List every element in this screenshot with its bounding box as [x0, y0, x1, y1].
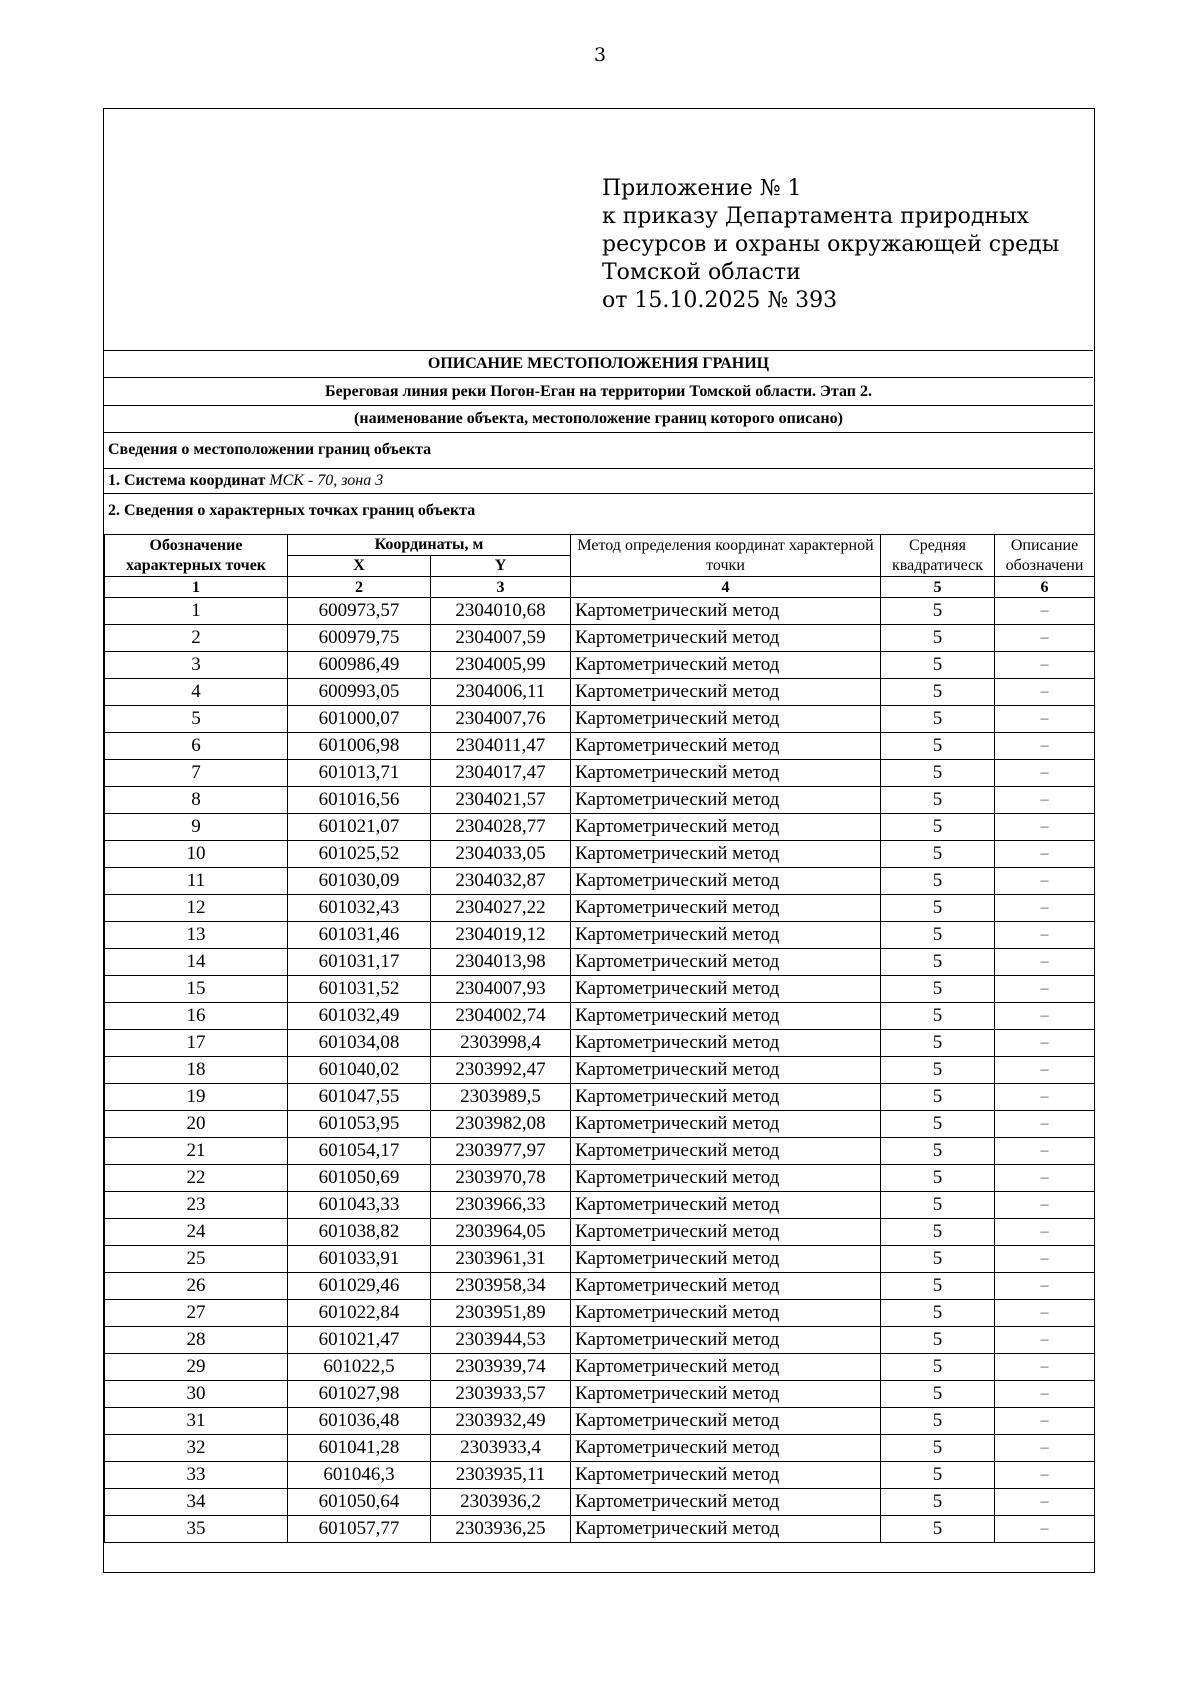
- table-row: [105, 706, 1095, 733]
- coordinate-y-cell: 2303977,97: [431, 1138, 571, 1165]
- table-row: [105, 733, 1095, 760]
- table-row: [105, 1516, 1095, 1543]
- coordinate-x-cell: 601043,33: [288, 1192, 431, 1219]
- accuracy-cell: 5: [881, 1489, 995, 1516]
- method-cell: Картометрический метод: [571, 1516, 881, 1543]
- method-cell: Картометрический метод: [571, 1192, 881, 1219]
- accuracy-cell: 5: [881, 1057, 995, 1084]
- method-cell: Картометрический метод: [571, 1246, 881, 1273]
- method-cell: Картометрический метод: [571, 949, 881, 976]
- method-cell: Картометрический метод: [571, 1327, 881, 1354]
- accuracy-cell: 5: [881, 1354, 995, 1381]
- column-number: 1: [105, 577, 288, 598]
- accuracy-cell: 5: [881, 1084, 995, 1111]
- header-accuracy: Средняя квадратическ: [881, 535, 995, 577]
- coordinates-table-body: [105, 598, 1095, 1543]
- point-number-cell: 35: [105, 1516, 288, 1543]
- description-cell: –: [995, 598, 1095, 625]
- coordinate-x-cell: 601006,98: [288, 733, 431, 760]
- method-cell: Картометрический метод: [571, 922, 881, 949]
- coordinate-x-cell: 601031,17: [288, 949, 431, 976]
- coordinate-y-cell: 2303944,53: [431, 1327, 571, 1354]
- object-name: Береговая линия реки Погон-Еган на территории Томской области. Этап 2.: [104, 377, 1093, 405]
- method-cell: Картометрический метод: [571, 895, 881, 922]
- header-coordinates: Координаты, м: [288, 535, 571, 556]
- description-cell: –: [995, 1057, 1095, 1084]
- coordinate-x-cell: 601031,52: [288, 976, 431, 1003]
- coordinate-y-cell: 2304013,98: [431, 949, 571, 976]
- coordinate-system-row: [104, 468, 1093, 493]
- description-cell: –: [995, 652, 1095, 679]
- point-number-cell: 3: [105, 652, 288, 679]
- point-number-cell: 2: [105, 625, 288, 652]
- table-row: [105, 1462, 1095, 1489]
- table-row: [105, 949, 1095, 976]
- accuracy-cell: 5: [881, 760, 995, 787]
- accuracy-cell: 5: [881, 841, 995, 868]
- document-title: ОПИСАНИЕ МЕСТОПОЛОЖЕНИЯ ГРАНИЦ: [104, 350, 1093, 377]
- table-row: [105, 1354, 1095, 1381]
- table-row: [105, 1489, 1095, 1516]
- description-cell: –: [995, 706, 1095, 733]
- coordinate-x-cell: 601025,52: [288, 841, 431, 868]
- description-cell: –: [995, 1030, 1095, 1057]
- column-number: 5: [881, 577, 995, 598]
- coordinate-x-cell: 601033,91: [288, 1246, 431, 1273]
- description-cell: –: [995, 922, 1095, 949]
- coordinate-y-cell: 2303936,2: [431, 1489, 571, 1516]
- point-number-cell: 5: [105, 706, 288, 733]
- method-cell: Картометрический метод: [571, 1165, 881, 1192]
- table-row: [105, 895, 1095, 922]
- point-number-cell: 26: [105, 1273, 288, 1300]
- table-row: [105, 1273, 1095, 1300]
- coordinate-y-cell: 2304006,11: [431, 679, 571, 706]
- accuracy-cell: 5: [881, 1003, 995, 1030]
- accuracy-cell: 5: [881, 1327, 995, 1354]
- column-number: 4: [571, 577, 881, 598]
- point-number-cell: 30: [105, 1381, 288, 1408]
- point-number-cell: 21: [105, 1138, 288, 1165]
- header-y: Y: [431, 556, 571, 577]
- coordinate-y-cell: 2303932,49: [431, 1408, 571, 1435]
- point-number-cell: 17: [105, 1030, 288, 1057]
- coordinate-y-cell: 2303935,11: [431, 1462, 571, 1489]
- coordinate-y-cell: 2304017,47: [431, 760, 571, 787]
- table-row: [105, 1435, 1095, 1462]
- coordinate-x-cell: 601050,64: [288, 1489, 431, 1516]
- method-cell: Картометрический метод: [571, 1381, 881, 1408]
- table-row: [105, 841, 1095, 868]
- accuracy-cell: 5: [881, 1516, 995, 1543]
- point-number-cell: 15: [105, 976, 288, 1003]
- appendix-line: от 15.10.2025 № 393: [602, 288, 838, 313]
- column-number: 3: [431, 577, 571, 598]
- point-number-cell: 14: [105, 949, 288, 976]
- header-x: X: [288, 556, 431, 577]
- description-cell: –: [995, 1084, 1095, 1111]
- table-row: [105, 1381, 1095, 1408]
- description-cell: –: [995, 841, 1095, 868]
- method-cell: Картометрический метод: [571, 1435, 881, 1462]
- point-number-cell: 23: [105, 1192, 288, 1219]
- coordinate-x-cell: 600986,49: [288, 652, 431, 679]
- accuracy-cell: 5: [881, 598, 995, 625]
- coordinate-y-cell: 2303961,31: [431, 1246, 571, 1273]
- table-row: [105, 922, 1095, 949]
- coordinate-y-cell: 2304005,99: [431, 652, 571, 679]
- method-cell: Картометрический метод: [571, 760, 881, 787]
- coordinate-y-cell: 2303933,4: [431, 1435, 571, 1462]
- coordinate-x-cell: 601022,84: [288, 1300, 431, 1327]
- method-cell: Картометрический метод: [571, 1138, 881, 1165]
- description-cell: –: [995, 1462, 1095, 1489]
- method-cell: Картометрический метод: [571, 679, 881, 706]
- accuracy-cell: 5: [881, 1165, 995, 1192]
- table-row: [105, 760, 1095, 787]
- method-cell: Картометрический метод: [571, 841, 881, 868]
- page-number: 3: [593, 44, 607, 66]
- coordinate-y-cell: 2304028,77: [431, 814, 571, 841]
- method-cell: Картометрический метод: [571, 1462, 881, 1489]
- table-row: [105, 1030, 1095, 1057]
- accuracy-cell: 5: [881, 1111, 995, 1138]
- coordinate-y-cell: 2303970,78: [431, 1165, 571, 1192]
- accuracy-cell: 5: [881, 679, 995, 706]
- column-number: 2: [288, 577, 431, 598]
- coordinate-x-cell: 600993,05: [288, 679, 431, 706]
- section-title: Сведения о местоположении границ объекта: [104, 432, 1093, 468]
- table-row: [105, 1219, 1095, 1246]
- description-cell: –: [995, 760, 1095, 787]
- description-cell: –: [995, 1111, 1095, 1138]
- coordinate-y-cell: 2304007,59: [431, 625, 571, 652]
- point-number-cell: 16: [105, 1003, 288, 1030]
- header-description: Описание обозначени: [995, 535, 1095, 577]
- description-cell: –: [995, 1435, 1095, 1462]
- method-cell: Картометрический метод: [571, 1111, 881, 1138]
- table-row: [105, 1003, 1095, 1030]
- coordinate-x-cell: 601029,46: [288, 1273, 431, 1300]
- point-number-cell: 28: [105, 1327, 288, 1354]
- method-cell: Картометрический метод: [571, 1489, 881, 1516]
- coordinate-x-cell: 601054,17: [288, 1138, 431, 1165]
- method-cell: Картометрический метод: [571, 787, 881, 814]
- point-number-cell: 22: [105, 1165, 288, 1192]
- method-cell: Картометрический метод: [571, 868, 881, 895]
- description-cell: –: [995, 1489, 1095, 1516]
- description-cell: –: [995, 787, 1095, 814]
- table-row: [105, 1084, 1095, 1111]
- coordinate-x-cell: 601050,69: [288, 1165, 431, 1192]
- accuracy-cell: 5: [881, 1138, 995, 1165]
- coordinate-x-cell: 601027,98: [288, 1381, 431, 1408]
- point-number-cell: 6: [105, 733, 288, 760]
- description-cell: –: [995, 868, 1095, 895]
- description-cell: –: [995, 1408, 1095, 1435]
- coordinate-x-cell: 601034,08: [288, 1030, 431, 1057]
- description-cell: –: [995, 1381, 1095, 1408]
- method-cell: Картометрический метод: [571, 814, 881, 841]
- coordinate-y-cell: 2303966,33: [431, 1192, 571, 1219]
- coordinate-x-cell: 601036,48: [288, 1408, 431, 1435]
- accuracy-cell: 5: [881, 868, 995, 895]
- table-row: [105, 1111, 1095, 1138]
- coordinate-x-cell: 601021,07: [288, 814, 431, 841]
- accuracy-cell: 5: [881, 1381, 995, 1408]
- description-cell: –: [995, 1354, 1095, 1381]
- appendix-line: к приказу Департамента природных: [602, 204, 1029, 229]
- point-number-cell: 29: [105, 1354, 288, 1381]
- description-cell: –: [995, 733, 1095, 760]
- point-number-cell: 1: [105, 598, 288, 625]
- coordinate-y-cell: 2304011,47: [431, 733, 571, 760]
- table-row: [105, 1192, 1095, 1219]
- method-cell: Картометрический метод: [571, 1300, 881, 1327]
- description-cell: –: [995, 1246, 1095, 1273]
- table-row: [105, 1246, 1095, 1273]
- coordinate-x-cell: 601057,77: [288, 1516, 431, 1543]
- column-numbers-row: [105, 577, 1095, 598]
- coordinate-x-cell: 601032,49: [288, 1003, 431, 1030]
- coordinate-y-cell: 2303982,08: [431, 1111, 571, 1138]
- method-cell: Картометрический метод: [571, 976, 881, 1003]
- appendix-line: Приложение № 1: [602, 176, 802, 201]
- method-cell: Картометрический метод: [571, 625, 881, 652]
- accuracy-cell: 5: [881, 1192, 995, 1219]
- point-number-cell: 24: [105, 1219, 288, 1246]
- accuracy-cell: 5: [881, 706, 995, 733]
- method-cell: Картометрический метод: [571, 1003, 881, 1030]
- description-cell: –: [995, 1219, 1095, 1246]
- description-cell: –: [995, 1138, 1095, 1165]
- coordinate-y-cell: 2304032,87: [431, 868, 571, 895]
- coordinate-x-cell: 601016,56: [288, 787, 431, 814]
- coordinate-y-cell: 2304007,93: [431, 976, 571, 1003]
- method-cell: Картометрический метод: [571, 1057, 881, 1084]
- method-cell: Картометрический метод: [571, 598, 881, 625]
- accuracy-cell: 5: [881, 895, 995, 922]
- point-number-cell: 12: [105, 895, 288, 922]
- coordinate-x-cell: 601041,28: [288, 1435, 431, 1462]
- description-cell: –: [995, 1300, 1095, 1327]
- coordinate-x-cell: 601040,02: [288, 1057, 431, 1084]
- table-row: [105, 814, 1095, 841]
- coordinate-x-cell: 601013,71: [288, 760, 431, 787]
- description-cell: –: [995, 679, 1095, 706]
- point-number-cell: 31: [105, 1408, 288, 1435]
- header-method: Метод определения координат характерной точки: [571, 535, 881, 577]
- table-row: [105, 868, 1095, 895]
- method-cell: Картометрический метод: [571, 1408, 881, 1435]
- table-row: [105, 625, 1095, 652]
- point-number-cell: 19: [105, 1084, 288, 1111]
- coordinate-y-cell: 2303964,05: [431, 1219, 571, 1246]
- points-title: 2. Сведения о характерных точках границ объекта: [104, 493, 1093, 529]
- point-number-cell: 20: [105, 1111, 288, 1138]
- description-header: [104, 350, 1093, 529]
- coordinate-x-cell: 601053,95: [288, 1111, 431, 1138]
- table-row: [105, 598, 1095, 625]
- accuracy-cell: 5: [881, 1300, 995, 1327]
- accuracy-cell: 5: [881, 1273, 995, 1300]
- coordinate-y-cell: 2304002,74: [431, 1003, 571, 1030]
- point-number-cell: 18: [105, 1057, 288, 1084]
- appendix-line: Томской области: [602, 260, 801, 285]
- coordinate-x-cell: 601038,82: [288, 1219, 431, 1246]
- table-row: [105, 787, 1095, 814]
- object-caption: (наименование объекта, местоположение границ которого описано): [104, 405, 1093, 432]
- coordinate-x-cell: 601046,3: [288, 1462, 431, 1489]
- coordinate-x-cell: 601031,46: [288, 922, 431, 949]
- accuracy-cell: 5: [881, 1435, 995, 1462]
- coordinates-table: [104, 534, 1095, 1543]
- coordinate-x-cell: 601021,47: [288, 1327, 431, 1354]
- description-cell: –: [995, 1327, 1095, 1354]
- header-point: Обозначение характерных точек: [105, 535, 288, 577]
- description-cell: –: [995, 976, 1095, 1003]
- coordinate-x-cell: 601030,09: [288, 868, 431, 895]
- point-number-cell: 13: [105, 922, 288, 949]
- description-cell: –: [995, 949, 1095, 976]
- coordinate-y-cell: 2303933,57: [431, 1381, 571, 1408]
- description-cell: –: [995, 625, 1095, 652]
- method-cell: Картометрический метод: [571, 1219, 881, 1246]
- accuracy-cell: 5: [881, 1030, 995, 1057]
- coordinate-y-cell: 2303936,25: [431, 1516, 571, 1543]
- coordinate-y-cell: 2304019,12: [431, 922, 571, 949]
- coordinate-y-cell: 2304010,68: [431, 598, 571, 625]
- coordinate-x-cell: 601022,5: [288, 1354, 431, 1381]
- coordinate-system-label: 1. Система координат: [108, 472, 266, 489]
- coordinate-x-cell: 600973,57: [288, 598, 431, 625]
- table-header-row: [105, 535, 1095, 556]
- table-row: [105, 1057, 1095, 1084]
- accuracy-cell: 5: [881, 733, 995, 760]
- column-number: 6: [995, 577, 1095, 598]
- accuracy-cell: 5: [881, 625, 995, 652]
- accuracy-cell: 5: [881, 976, 995, 1003]
- method-cell: Картометрический метод: [571, 1084, 881, 1111]
- description-cell: –: [995, 895, 1095, 922]
- coordinate-y-cell: 2304007,76: [431, 706, 571, 733]
- method-cell: Картометрический метод: [571, 1030, 881, 1057]
- accuracy-cell: 5: [881, 814, 995, 841]
- accuracy-cell: 5: [881, 652, 995, 679]
- point-number-cell: 8: [105, 787, 288, 814]
- table-row: [105, 1138, 1095, 1165]
- coordinate-y-cell: 2303998,4: [431, 1030, 571, 1057]
- coordinate-y-cell: 2304021,57: [431, 787, 571, 814]
- coordinate-x-cell: 600979,75: [288, 625, 431, 652]
- accuracy-cell: 5: [881, 1408, 995, 1435]
- table-row: [105, 976, 1095, 1003]
- method-cell: Картометрический метод: [571, 733, 881, 760]
- point-number-cell: 7: [105, 760, 288, 787]
- coordinate-y-cell: 2304027,22: [431, 895, 571, 922]
- coordinate-x-cell: 601000,07: [288, 706, 431, 733]
- point-number-cell: 10: [105, 841, 288, 868]
- coordinate-y-cell: 2303958,34: [431, 1273, 571, 1300]
- accuracy-cell: 5: [881, 1462, 995, 1489]
- coordinate-y-cell: 2303989,5: [431, 1084, 571, 1111]
- accuracy-cell: 5: [881, 1219, 995, 1246]
- method-cell: Картометрический метод: [571, 1354, 881, 1381]
- description-cell: –: [995, 1192, 1095, 1219]
- coordinate-x-cell: 601032,43: [288, 895, 431, 922]
- accuracy-cell: 5: [881, 1246, 995, 1273]
- point-number-cell: 34: [105, 1489, 288, 1516]
- coordinate-y-cell: 2304033,05: [431, 841, 571, 868]
- coordinate-y-cell: 2303939,74: [431, 1354, 571, 1381]
- accuracy-cell: 5: [881, 787, 995, 814]
- point-number-cell: 32: [105, 1435, 288, 1462]
- document-sheet: [103, 108, 1095, 1573]
- description-cell: –: [995, 1003, 1095, 1030]
- table-row: [105, 1300, 1095, 1327]
- description-cell: –: [995, 1165, 1095, 1192]
- table-row: [105, 1327, 1095, 1354]
- point-number-cell: 25: [105, 1246, 288, 1273]
- point-number-cell: 9: [105, 814, 288, 841]
- coordinate-y-cell: 2303951,89: [431, 1300, 571, 1327]
- coordinate-system-value: МСК - 70, зона 3: [269, 472, 384, 489]
- accuracy-cell: 5: [881, 922, 995, 949]
- method-cell: Картометрический метод: [571, 706, 881, 733]
- point-number-cell: 4: [105, 679, 288, 706]
- table-row: [105, 1408, 1095, 1435]
- method-cell: Картометрический метод: [571, 1273, 881, 1300]
- point-number-cell: 27: [105, 1300, 288, 1327]
- description-cell: –: [995, 1273, 1095, 1300]
- point-number-cell: 33: [105, 1462, 288, 1489]
- description-cell: –: [995, 1516, 1095, 1543]
- table-row: [105, 652, 1095, 679]
- appendix-line: ресурсов и охраны окружающей среды: [602, 232, 1060, 257]
- table-row: [105, 679, 1095, 706]
- appendix-block: [602, 175, 1059, 315]
- point-number-cell: 11: [105, 868, 288, 895]
- coordinate-y-cell: 2303992,47: [431, 1057, 571, 1084]
- method-cell: Картометрический метод: [571, 652, 881, 679]
- table-row: [105, 1165, 1095, 1192]
- coordinate-x-cell: 601047,55: [288, 1084, 431, 1111]
- accuracy-cell: 5: [881, 949, 995, 976]
- description-cell: –: [995, 814, 1095, 841]
